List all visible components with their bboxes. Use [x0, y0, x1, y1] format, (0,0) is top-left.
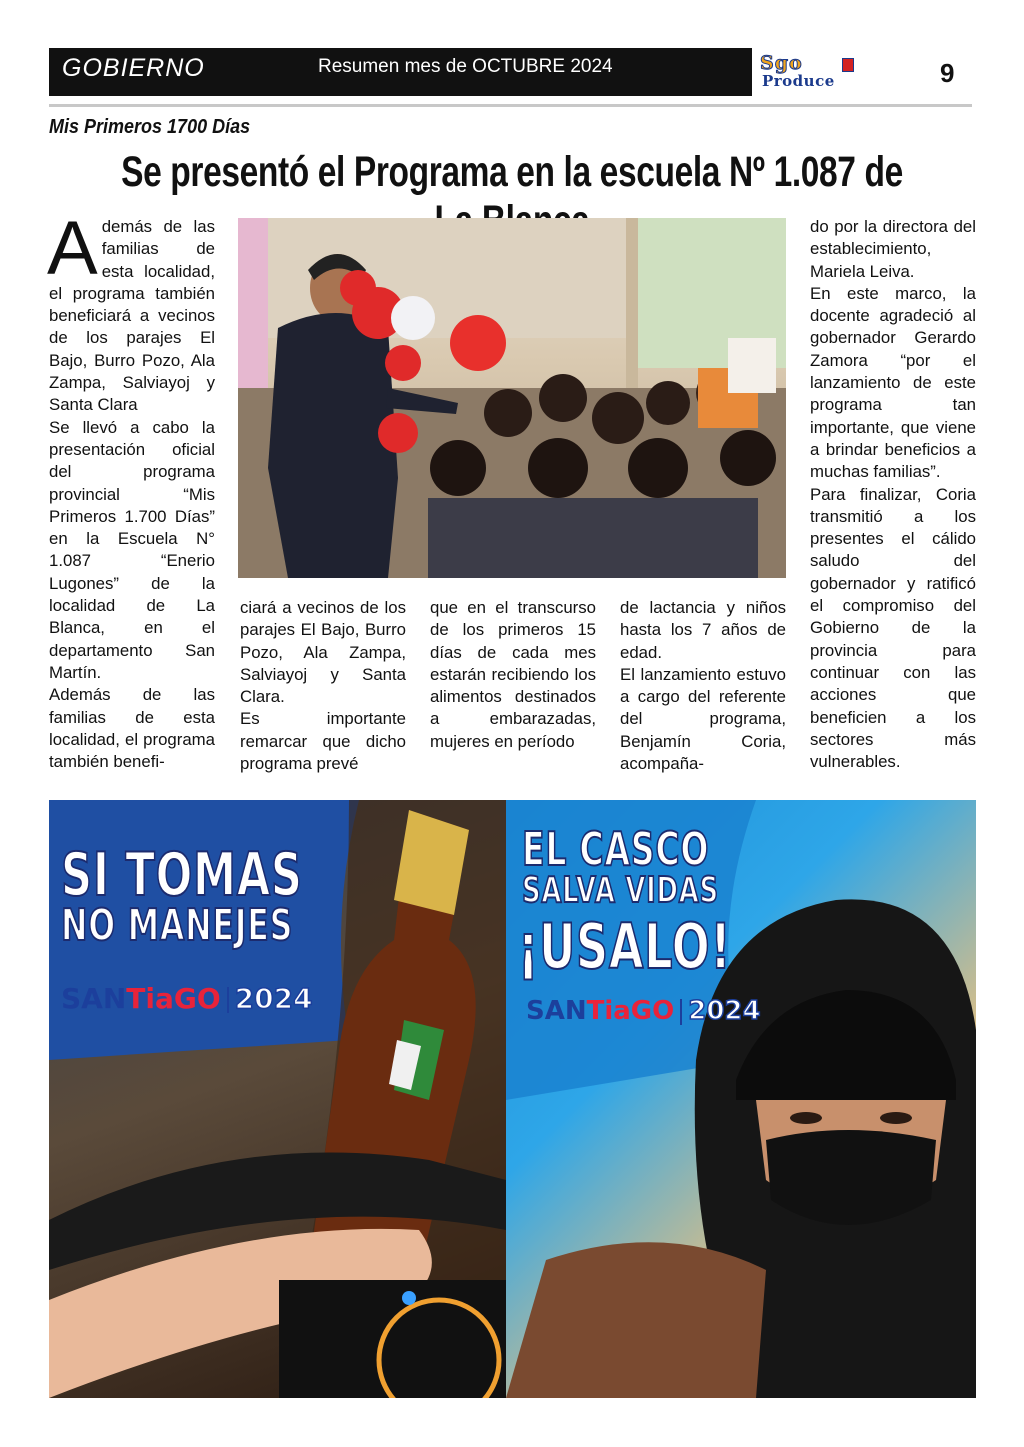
ad-right-headline-2: SALVA VIDAS	[522, 870, 719, 911]
paragraph: Se llevó a cabo la presentación oficial del programa provincial “Mis Primeros 1.700 Días” en la Escuela N° 1.087 “Enerio Lugones” de la localidad de La Blanca, en el departamento San Martín.	[49, 417, 215, 682]
paragraph: ciará a vecinos de los parajes El Bajo, Burro Pozo, Ala Zampa, Salviayoj y Santa Clara.	[240, 598, 406, 707]
drop-cap: A	[47, 206, 98, 291]
brand-middle: TiaGO	[586, 996, 675, 1026]
ad-left-headline-1: SI TOMAS	[61, 840, 303, 910]
ad-left-headline-2: NO MANEJES	[61, 900, 294, 951]
brand-divider	[227, 987, 229, 1013]
article-kicker: Mis Primeros 1700 Días	[49, 116, 251, 138]
brand-year: 2024	[234, 982, 313, 1015]
ad-right-brand	[526, 996, 761, 1026]
flag-icon	[842, 58, 854, 72]
paragraph: Para finalizar, Coria transmitió a los presentes el cálido saludo del gobernador y ratificó el compromiso del Gobierno de la provincia para continuar con las acciones que beneficien a los sectores más vulnerables.	[810, 484, 976, 772]
article-column-1	[47, 206, 215, 773]
paragraph: de lactancia y niños hasta los 7 años de edad.	[620, 598, 786, 662]
page-number: 9	[940, 58, 955, 88]
paragraph	[47, 206, 215, 417]
publication-logo	[758, 52, 898, 92]
paragraph: El lanzamiento estuvo a cargo del referente del programa, Benjamín Coria, acompaña-	[620, 664, 786, 774]
issue-summary: Resumen mes de OCTUBRE 2024	[318, 56, 613, 77]
article-column-2	[240, 597, 406, 775]
ad-drink-driving	[49, 800, 506, 1398]
brand-middle: TiaGO	[126, 982, 221, 1015]
paragraph: que en el transcurso de los primeros 15 días de cada mes estarán recibiendo los alimentos destinados a embarazadas, mujeres en período	[430, 598, 596, 751]
brand-prefix: SAN	[526, 996, 587, 1026]
ad-right-headline-1: EL CASCO	[522, 822, 710, 876]
brand-prefix: SAN	[61, 982, 127, 1015]
logo-line2: Produce	[762, 72, 835, 90]
article-headline: Se presentó el Programa en la escuela Nº 1.087 de	[121, 148, 903, 196]
paragraph-text: demás de las familias de esta localidad, el programa también beneficiará a vecinos de los parajes El Bajo, Burro Pozo, Ala Zampa, Salviayoj y Santa Clara	[49, 217, 215, 415]
paragraph: do por la directora del establecimiento, Mariela Leiva.	[810, 217, 976, 281]
brand-divider	[680, 999, 682, 1025]
ad-right-headline-3: ¡USALO!	[518, 910, 732, 983]
article-photo	[238, 218, 786, 578]
article-column-4	[620, 597, 786, 775]
brand-year: 2024	[688, 996, 761, 1026]
logo-line1: Sgo	[760, 52, 803, 74]
ad-left-brand	[61, 982, 313, 1015]
section-label: GOBIERNO	[62, 54, 205, 82]
ad-helmet-safety	[506, 800, 976, 1398]
article-column-3	[430, 597, 596, 753]
paragraph: En este marco, la docente agradeció al gobernador Gerardo Zamora “por el lanzamiento de este programa tan importante, que viene a brindar beneficios a muchas familias”.	[810, 283, 976, 482]
paragraph: Además de las familias de esta localidad, el programa también benefi-	[49, 685, 215, 772]
header-divider	[49, 104, 972, 107]
event-photo-illustration	[238, 218, 786, 578]
paragraph: Es importante remarcar que dicho programa prevé	[240, 709, 406, 774]
article-column-5	[810, 216, 976, 773]
